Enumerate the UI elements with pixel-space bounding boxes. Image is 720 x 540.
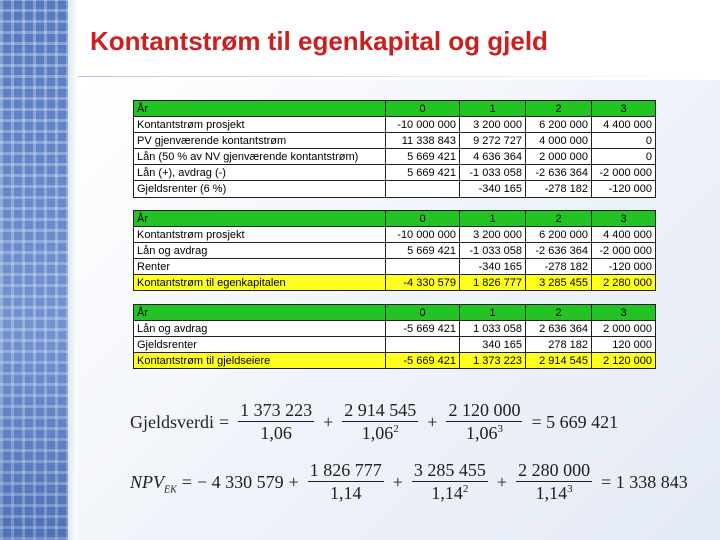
cell-value: 340 165 [460,337,526,353]
cell-value: -2 000 000 [592,243,656,259]
fraction [446,400,522,444]
table-row [134,165,656,181]
numerator: 2 280 000 [518,460,591,480]
formula-debt-value [130,400,623,444]
cell-value: -278 182 [526,259,592,275]
cell-value: 5 669 421 [386,243,460,259]
plus-sign: + [288,471,299,492]
cell-value: 9 272 727 [460,133,526,149]
cell-value: 4 636 364 [460,149,526,165]
formula-lhs: Gjeldsverdi [130,411,214,432]
year-3: 3 [592,211,656,227]
year-label: År [134,101,386,117]
numerator: 2 120 000 [448,400,521,420]
table-row [134,227,656,243]
cell-value: 1 033 058 [460,321,526,337]
table-header-row [134,101,656,117]
table-project-cashflow [133,100,656,198]
fraction [342,400,418,444]
cell-value: 1 373 223 [460,353,526,369]
title-divider [78,76,720,77]
equals-sign: = [218,411,230,432]
cell-value: 2 280 000 [592,275,656,291]
cell-value: 4 400 000 [592,117,656,133]
cell-value: 2 120 000 [592,353,656,369]
cell-value: -2 000 000 [592,165,656,181]
cell-value: -5 669 421 [386,321,460,337]
plus-sign: + [427,411,438,432]
cell-value: -5 669 421 [386,353,460,369]
cell-value: 2 914 545 [526,353,592,369]
cell-value: 1 826 777 [460,275,526,291]
table-row-total [134,275,656,291]
row-label: Lån (50 % av NV gjenværende kontantstrøm) [134,149,386,165]
cell-value: 11 338 843 [386,133,460,149]
table-row-total [134,353,656,369]
cell-value [386,181,460,197]
cell-value: 3 200 000 [460,227,526,243]
table-header-row [134,305,656,321]
year-3: 3 [592,101,656,117]
denominator: 1,06$^2$ [361,423,399,443]
cell-value: 2 636 364 [526,321,592,337]
cell-value: 3 200 000 [460,117,526,133]
plus-sign: + [392,471,403,492]
year-label: År [134,211,386,227]
plus-sign: + [496,471,508,492]
table-row [134,243,656,259]
slide-title: Kontantstrøm til egenkapital og gjeld [90,26,548,56]
cell-value: 2 000 000 [526,149,592,165]
numerator: 1 373 223 [240,400,313,420]
table-row [134,133,656,149]
formula-npv-equity [130,460,693,504]
row-label: Gjeldsrenter (6 %) [134,181,386,197]
cell-value: -10 000 000 [386,117,460,133]
cell-value: -1 033 058 [460,243,526,259]
row-label: Lån og avdrag [134,321,386,337]
cell-value [386,337,460,353]
row-label: Kontantstrøm til gjeldseiere [134,353,386,369]
plus-sign: + [323,411,334,432]
year-2: 2 [526,211,592,227]
row-label: Renter [134,259,386,275]
cell-value: -120 000 [592,259,656,275]
initial-outlay: − 4 330 579 [196,471,284,492]
denominator: 1,06$^3$ [465,423,503,443]
table-row [134,149,656,165]
cell-value: -278 182 [526,181,592,197]
cell-value: -2 636 364 [526,243,592,259]
table-row [134,259,656,275]
cell-value: 2 000 000 [592,321,656,337]
fraction [308,460,384,504]
cell-value: -1 033 058 [460,165,526,181]
fraction [238,400,314,444]
denominator: 1,14$^2$ [431,483,469,503]
year-label: År [134,305,386,321]
cell-value: 278 182 [526,337,592,353]
cell-value: 0 [592,133,656,149]
row-label: Lån og avdrag [134,243,386,259]
numerator: 3 285 455 [413,460,486,480]
cell-value: 6 200 000 [526,117,592,133]
year-1: 1 [460,305,526,321]
year-1: 1 [460,211,526,227]
side-gradient [0,0,68,540]
table-row [134,321,656,337]
table-debt-cashflow [133,304,656,369]
table-equity-cashflow [133,210,656,291]
year-1: 1 [460,101,526,117]
year-0: 0 [386,101,460,117]
fraction [412,460,488,504]
denominator: 1,06 [260,423,292,443]
cell-value: 6 200 000 [526,227,592,243]
table-row [134,117,656,133]
numerator: 2 914 545 [344,400,417,420]
cell-value: 5 669 421 [386,165,460,181]
equals-sign: = [181,471,192,492]
cell-value: -2 636 364 [526,165,592,181]
cell-value: 5 669 421 [386,149,460,165]
cell-value [386,259,460,275]
table-row [134,181,656,197]
year-0: 0 [386,211,460,227]
row-label: Gjeldsrenter [134,337,386,353]
formula-result: = 5 669 421 [531,411,619,432]
row-label: Lån (+), avdrag (-) [134,165,386,181]
denominator: 1,14 [330,483,362,503]
cell-value: -340 165 [460,259,526,275]
row-label: Kontantstrøm prosjekt [134,117,386,133]
cell-value: 0 [592,149,656,165]
cell-value: -4 330 579 [386,275,460,291]
cell-value: -120 000 [592,181,656,197]
formula-lhs: $NPV_{EK}$ [130,471,177,496]
numerator: 1 826 777 [309,460,382,480]
cell-value: -10 000 000 [386,227,460,243]
cell-value: -340 165 [460,181,526,197]
row-label: PV gjenværende kontantstrøm [134,133,386,149]
fraction [516,460,592,504]
cell-value: 4 000 000 [526,133,592,149]
table-row [134,337,656,353]
side-stripe [68,0,78,540]
row-label: Kontantstrøm til egenkapitalen [134,275,386,291]
year-2: 2 [526,305,592,321]
cell-value: 4 400 000 [592,227,656,243]
formula-result: = 1 338 843 [601,471,688,492]
table-header-row [134,211,656,227]
year-0: 0 [386,305,460,321]
row-label: Kontantstrøm prosjekt [134,227,386,243]
year-3: 3 [592,305,656,321]
year-2: 2 [526,101,592,117]
denominator: 1,14$^3$ [535,483,573,503]
cell-value: 3 285 455 [526,275,592,291]
cell-value: 120 000 [592,337,656,353]
